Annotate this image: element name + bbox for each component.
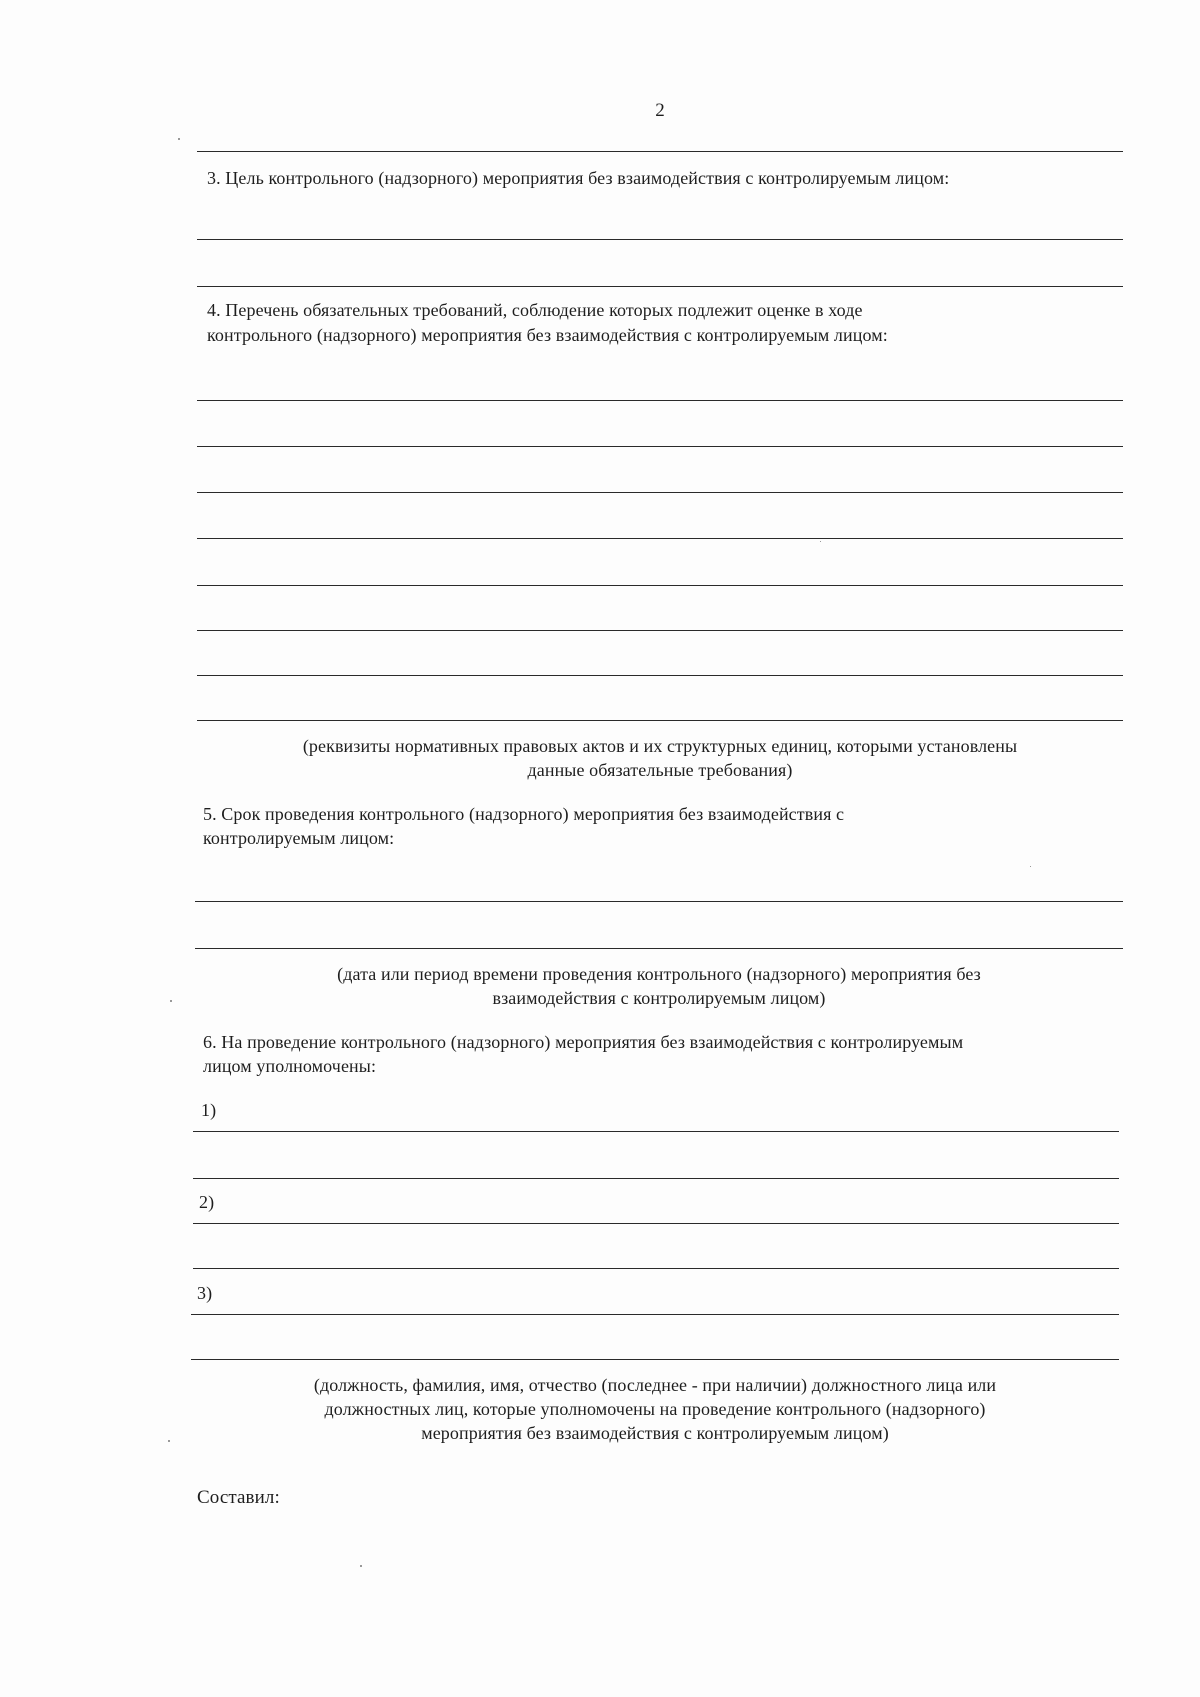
- fill-line: [197, 675, 1123, 676]
- fill-line: [193, 1268, 1119, 1269]
- scan-speck: [170, 1000, 172, 1002]
- fill-line: [193, 1223, 1119, 1224]
- list-item-1-label: 1): [201, 1100, 217, 1120]
- fill-line: [197, 492, 1123, 493]
- section-5-text-line1: 5. Срок проведения контрольного (надзорного) мероприятия без взаимодействия с: [203, 804, 845, 824]
- section-4-text-line2: контрольного (надзорного) мероприятия без взаимодействия с контролируемым лицом:: [207, 325, 888, 345]
- compiled-by-label: Составил:: [197, 1487, 280, 1508]
- section-5-caption-line2: взаимодействия с контролируемым лицом): [492, 988, 826, 1008]
- scan-speck: [360, 1565, 362, 1567]
- fill-line: [197, 585, 1123, 586]
- page-number: 2: [655, 100, 665, 121]
- top-rule: [197, 151, 1123, 152]
- fill-line: [197, 630, 1123, 631]
- fill-line: [197, 446, 1123, 447]
- list-item-3-label: 3): [197, 1283, 213, 1303]
- section-3-text: 3. Цель контрольного (надзорного) мероприятия без взаимодействия с контролируемым лицом:: [207, 168, 950, 188]
- section-4-caption-line1: (реквизиты нормативных правовых актов и их структурных единиц, которыми установлены: [302, 736, 1018, 756]
- fill-line: [197, 720, 1123, 721]
- section-6-text-line1: 6. На проведение контрольного (надзорного) мероприятия без взаимодействия с контролируемым: [203, 1032, 964, 1052]
- fill-line: [197, 538, 1123, 539]
- fill-line: [195, 948, 1123, 949]
- fill-line: [191, 1314, 1119, 1315]
- fill-line: [193, 1178, 1119, 1179]
- list-item-2-label: 2): [199, 1192, 215, 1212]
- section-6-caption-line2: должностных лиц, которые уполномочены на проведение контрольного (надзорного): [324, 1399, 986, 1419]
- scan-speck: [1030, 866, 1031, 867]
- fill-line: [197, 239, 1123, 240]
- section-4-text-line1: 4. Перечень обязательных требований, соблюдение которых подлежит оценке в ходе: [207, 300, 863, 320]
- scan-speck: [168, 1440, 170, 1442]
- fill-line: [197, 400, 1123, 401]
- section-6-caption-line3: мероприятия без взаимодействия с контролируемым лицом): [421, 1423, 889, 1443]
- scan-speck: [820, 541, 821, 542]
- section-4-caption-line2: данные обязательные требования): [527, 760, 793, 780]
- scan-speck: [178, 138, 180, 140]
- section-5-text-line2: контролируемым лицом:: [203, 828, 395, 848]
- fill-line: [197, 286, 1123, 287]
- section-6-text-line2: лицом уполномочены:: [203, 1056, 377, 1076]
- section-5-caption-line1: (дата или период времени проведения контрольного (надзорного) мероприятия без: [337, 964, 981, 984]
- section-6-caption-line1: (должность, фамилия, имя, отчество (последнее - при наличии) должностного лица или: [313, 1375, 997, 1395]
- fill-line: [195, 901, 1123, 902]
- fill-line: [193, 1131, 1119, 1132]
- fill-line: [191, 1359, 1119, 1360]
